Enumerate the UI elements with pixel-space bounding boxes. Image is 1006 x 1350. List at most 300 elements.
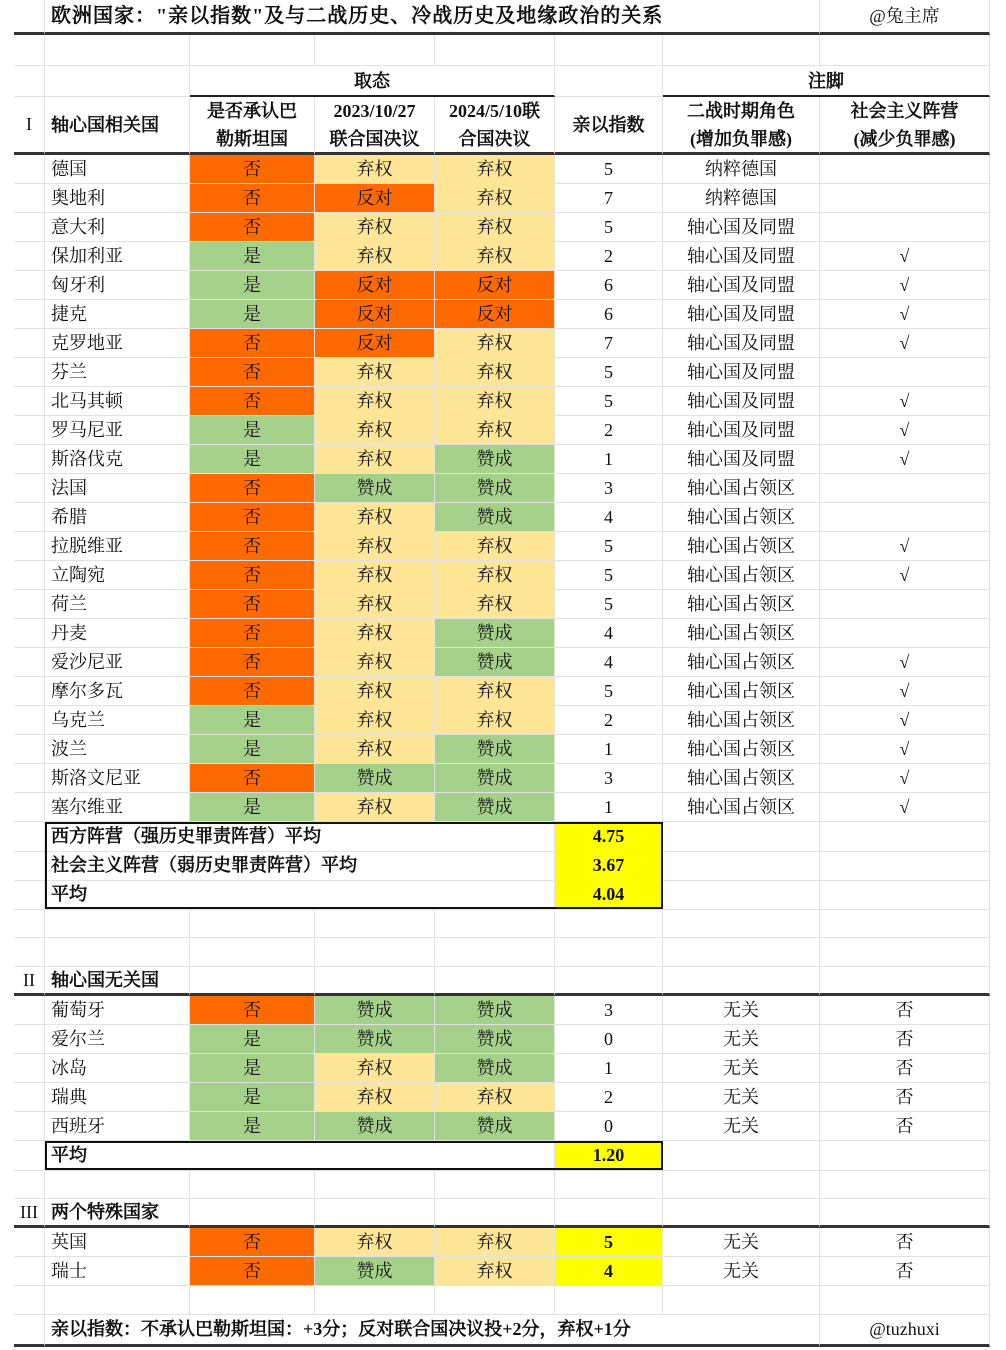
cell[interactable]	[555, 66, 663, 97]
index-cell[interactable]	[555, 445, 663, 474]
country-name[interactable]	[45, 793, 190, 822]
recognize-cell[interactable]	[190, 445, 315, 474]
index-cell[interactable]	[555, 503, 663, 532]
cell[interactable]	[14, 0, 45, 35]
index-cell[interactable]	[555, 387, 663, 416]
footnote[interactable]	[45, 1315, 820, 1347]
cell[interactable]	[435, 967, 555, 996]
country-name[interactable]	[45, 242, 190, 271]
cell[interactable]	[45, 909, 190, 938]
vote1-cell[interactable]	[315, 445, 435, 474]
socialist-cell[interactable]	[820, 619, 990, 648]
cell[interactable]	[190, 1199, 315, 1228]
recognize-cell[interactable]	[190, 1257, 315, 1286]
vote2-cell[interactable]	[435, 735, 555, 764]
vote1-cell[interactable]	[315, 300, 435, 329]
role-cell[interactable]	[663, 242, 820, 271]
index-cell[interactable]	[555, 590, 663, 619]
cell[interactable]	[14, 503, 45, 532]
vote1-cell[interactable]	[315, 1257, 435, 1286]
role-cell[interactable]	[663, 387, 820, 416]
vote2-cell[interactable]	[435, 706, 555, 735]
cell[interactable]	[820, 938, 990, 967]
socialist-cell[interactable]	[820, 764, 990, 793]
cell[interactable]	[14, 155, 45, 184]
country-name[interactable]	[45, 387, 190, 416]
role-cell[interactable]	[663, 503, 820, 532]
recognize-cell[interactable]	[190, 387, 315, 416]
cell[interactable]	[14, 851, 45, 881]
cell[interactable]	[820, 822, 990, 852]
vote1-cell[interactable]	[315, 1228, 435, 1257]
socialist-cell[interactable]	[820, 1257, 990, 1286]
cell[interactable]	[14, 445, 45, 474]
vote1-cell[interactable]	[315, 590, 435, 619]
recognize-cell[interactable]	[190, 1054, 315, 1083]
vote2-cell[interactable]	[435, 1054, 555, 1083]
cell[interactable]	[663, 1286, 820, 1315]
cell[interactable]	[14, 1083, 45, 1112]
cell[interactable]	[820, 909, 990, 938]
col-header-socialist[interactable]	[820, 97, 990, 155]
vote2-cell[interactable]	[435, 184, 555, 213]
vote1-cell[interactable]	[315, 271, 435, 300]
recognize-cell[interactable]	[190, 764, 315, 793]
summary-value[interactable]	[555, 1141, 663, 1171]
cell[interactable]	[14, 1112, 45, 1141]
section-number[interactable]	[14, 97, 45, 155]
role-cell[interactable]	[663, 416, 820, 445]
section-number[interactable]	[14, 967, 45, 996]
cell[interactable]	[14, 938, 45, 967]
cell[interactable]	[14, 66, 45, 97]
cell[interactable]	[663, 822, 820, 852]
summary-label[interactable]	[45, 822, 555, 852]
recognize-cell[interactable]	[190, 1083, 315, 1112]
recognize-cell[interactable]	[190, 706, 315, 735]
country-name[interactable]	[45, 706, 190, 735]
summary-value[interactable]	[555, 880, 663, 910]
cell[interactable]	[14, 1170, 45, 1199]
cell[interactable]	[14, 213, 45, 242]
cell[interactable]	[14, 590, 45, 619]
cell[interactable]	[663, 851, 820, 881]
cell[interactable]	[315, 1170, 435, 1199]
index-cell[interactable]	[555, 764, 663, 793]
summary-label[interactable]	[45, 851, 555, 881]
cell[interactable]	[14, 532, 45, 561]
index-cell[interactable]	[555, 242, 663, 271]
cell[interactable]	[435, 909, 555, 938]
summary-label[interactable]	[45, 880, 555, 910]
vote2-cell[interactable]	[435, 474, 555, 503]
vote2-cell[interactable]	[435, 1228, 555, 1257]
footnote-handle[interactable]	[820, 1315, 990, 1347]
vote2-cell[interactable]	[435, 619, 555, 648]
role-cell[interactable]	[663, 735, 820, 764]
socialist-cell[interactable]	[820, 271, 990, 300]
author[interactable]	[820, 0, 990, 35]
socialist-cell[interactable]	[820, 1083, 990, 1112]
cell[interactable]	[14, 909, 45, 938]
country-name[interactable]	[45, 648, 190, 677]
role-cell[interactable]	[663, 474, 820, 503]
cell[interactable]	[663, 909, 820, 938]
vote1-cell[interactable]	[315, 532, 435, 561]
vote1-cell[interactable]	[315, 677, 435, 706]
summary-label[interactable]	[45, 1141, 555, 1171]
vote1-cell[interactable]	[315, 735, 435, 764]
cell[interactable]	[14, 561, 45, 590]
cell[interactable]	[14, 677, 45, 706]
role-cell[interactable]	[663, 1257, 820, 1286]
vote1-cell[interactable]	[315, 329, 435, 358]
recognize-cell[interactable]	[190, 503, 315, 532]
cell[interactable]	[435, 1199, 555, 1228]
socialist-cell[interactable]	[820, 532, 990, 561]
col-header-index[interactable]	[555, 97, 663, 155]
cell[interactable]	[45, 1286, 190, 1315]
recognize-cell[interactable]	[190, 416, 315, 445]
vote2-cell[interactable]	[435, 387, 555, 416]
cell[interactable]	[14, 271, 45, 300]
recognize-cell[interactable]	[190, 735, 315, 764]
country-name[interactable]	[45, 300, 190, 329]
cell[interactable]	[45, 66, 190, 97]
cell[interactable]	[190, 1286, 315, 1315]
role-cell[interactable]	[663, 996, 820, 1025]
role-cell[interactable]	[663, 561, 820, 590]
country-name[interactable]	[45, 735, 190, 764]
cell[interactable]	[663, 1199, 820, 1228]
socialist-cell[interactable]	[820, 329, 990, 358]
cell[interactable]	[14, 880, 45, 910]
cell[interactable]	[315, 909, 435, 938]
cell[interactable]	[14, 996, 45, 1025]
country-name[interactable]	[45, 474, 190, 503]
index-cell[interactable]	[555, 996, 663, 1025]
index-cell[interactable]	[555, 1112, 663, 1141]
socialist-cell[interactable]	[820, 503, 990, 532]
country-name[interactable]	[45, 996, 190, 1025]
recognize-cell[interactable]	[190, 329, 315, 358]
socialist-cell[interactable]	[820, 445, 990, 474]
vote2-cell[interactable]	[435, 416, 555, 445]
vote1-cell[interactable]	[315, 184, 435, 213]
cell[interactable]	[14, 648, 45, 677]
country-name[interactable]	[45, 329, 190, 358]
cell[interactable]	[14, 793, 45, 822]
socialist-cell[interactable]	[820, 996, 990, 1025]
socialist-cell[interactable]	[820, 300, 990, 329]
index-cell[interactable]	[555, 532, 663, 561]
cell[interactable]	[190, 938, 315, 967]
country-name[interactable]	[45, 1083, 190, 1112]
vote2-cell[interactable]	[435, 271, 555, 300]
cell[interactable]	[820, 851, 990, 881]
role-cell[interactable]	[663, 793, 820, 822]
cell[interactable]	[45, 1170, 190, 1199]
recognize-cell[interactable]	[190, 300, 315, 329]
sheet-title[interactable]	[45, 0, 820, 35]
vote2-cell[interactable]	[435, 213, 555, 242]
cell[interactable]	[14, 706, 45, 735]
index-cell[interactable]	[555, 793, 663, 822]
recognize-cell[interactable]	[190, 358, 315, 387]
col-header-vote2[interactable]	[435, 97, 555, 155]
cell[interactable]	[555, 938, 663, 967]
country-name[interactable]	[45, 1054, 190, 1083]
role-cell[interactable]	[663, 300, 820, 329]
index-cell[interactable]	[555, 1228, 663, 1257]
vote2-cell[interactable]	[435, 590, 555, 619]
cell[interactable]	[190, 1170, 315, 1199]
cell[interactable]	[14, 35, 45, 66]
vote2-cell[interactable]	[435, 1025, 555, 1054]
socialist-cell[interactable]	[820, 677, 990, 706]
cell[interactable]	[14, 735, 45, 764]
recognize-cell[interactable]	[190, 1025, 315, 1054]
vote2-cell[interactable]	[435, 445, 555, 474]
cell[interactable]	[190, 909, 315, 938]
vote2-cell[interactable]	[435, 155, 555, 184]
section-title[interactable]	[45, 1199, 190, 1228]
cell[interactable]	[45, 35, 190, 66]
cell[interactable]	[14, 300, 45, 329]
country-name[interactable]	[45, 503, 190, 532]
index-cell[interactable]	[555, 561, 663, 590]
role-cell[interactable]	[663, 184, 820, 213]
index-cell[interactable]	[555, 619, 663, 648]
socialist-cell[interactable]	[820, 213, 990, 242]
cell[interactable]	[14, 329, 45, 358]
socialist-cell[interactable]	[820, 387, 990, 416]
vote2-cell[interactable]	[435, 1083, 555, 1112]
vote1-cell[interactable]	[315, 619, 435, 648]
cell[interactable]	[14, 1054, 45, 1083]
summary-value[interactable]	[555, 822, 663, 852]
cell[interactable]	[190, 967, 315, 996]
socialist-cell[interactable]	[820, 242, 990, 271]
index-cell[interactable]	[555, 416, 663, 445]
cell[interactable]	[820, 880, 990, 910]
section-title[interactable]	[45, 967, 190, 996]
country-name[interactable]	[45, 155, 190, 184]
role-cell[interactable]	[663, 445, 820, 474]
vote1-cell[interactable]	[315, 1025, 435, 1054]
cell[interactable]	[820, 1141, 990, 1171]
role-cell[interactable]	[663, 1228, 820, 1257]
vote2-cell[interactable]	[435, 242, 555, 271]
vote1-cell[interactable]	[315, 793, 435, 822]
socialist-cell[interactable]	[820, 706, 990, 735]
country-name[interactable]	[45, 416, 190, 445]
index-cell[interactable]	[555, 706, 663, 735]
socialist-cell[interactable]	[820, 358, 990, 387]
country-name[interactable]	[45, 184, 190, 213]
section-number[interactable]	[14, 1199, 45, 1228]
role-cell[interactable]	[663, 706, 820, 735]
vote1-cell[interactable]	[315, 503, 435, 532]
index-cell[interactable]	[555, 1083, 663, 1112]
cell[interactable]	[14, 619, 45, 648]
vote1-cell[interactable]	[315, 1112, 435, 1141]
socialist-cell[interactable]	[820, 793, 990, 822]
socialist-cell[interactable]	[820, 474, 990, 503]
cell[interactable]	[555, 35, 663, 66]
country-name[interactable]	[45, 677, 190, 706]
vote2-cell[interactable]	[435, 329, 555, 358]
index-cell[interactable]	[555, 648, 663, 677]
index-cell[interactable]	[555, 184, 663, 213]
country-name[interactable]	[45, 764, 190, 793]
vote1-cell[interactable]	[315, 358, 435, 387]
role-cell[interactable]	[663, 1083, 820, 1112]
cell[interactable]	[663, 938, 820, 967]
vote2-cell[interactable]	[435, 300, 555, 329]
index-cell[interactable]	[555, 213, 663, 242]
country-name[interactable]	[45, 590, 190, 619]
cell[interactable]	[315, 1199, 435, 1228]
recognize-cell[interactable]	[190, 793, 315, 822]
country-name[interactable]	[45, 358, 190, 387]
socialist-cell[interactable]	[820, 735, 990, 764]
vote1-cell[interactable]	[315, 155, 435, 184]
cell[interactable]	[14, 1025, 45, 1054]
cell[interactable]	[435, 1286, 555, 1315]
socialist-cell[interactable]	[820, 1054, 990, 1083]
cell[interactable]	[555, 909, 663, 938]
country-name[interactable]	[45, 1257, 190, 1286]
recognize-cell[interactable]	[190, 184, 315, 213]
role-cell[interactable]	[663, 213, 820, 242]
index-cell[interactable]	[555, 474, 663, 503]
vote2-cell[interactable]	[435, 677, 555, 706]
vote1-cell[interactable]	[315, 213, 435, 242]
cell[interactable]	[14, 387, 45, 416]
cell[interactable]	[14, 474, 45, 503]
cell[interactable]	[14, 764, 45, 793]
country-name[interactable]	[45, 619, 190, 648]
role-cell[interactable]	[663, 764, 820, 793]
country-name[interactable]	[45, 1025, 190, 1054]
country-name[interactable]	[45, 271, 190, 300]
cell[interactable]	[663, 967, 820, 996]
recognize-cell[interactable]	[190, 474, 315, 503]
role-cell[interactable]	[663, 358, 820, 387]
cell[interactable]	[820, 1170, 990, 1199]
recognize-cell[interactable]	[190, 677, 315, 706]
index-cell[interactable]	[555, 1054, 663, 1083]
cell[interactable]	[435, 1170, 555, 1199]
socialist-cell[interactable]	[820, 561, 990, 590]
recognize-cell[interactable]	[190, 155, 315, 184]
vote1-cell[interactable]	[315, 242, 435, 271]
section-title[interactable]	[45, 97, 190, 155]
role-cell[interactable]	[663, 1054, 820, 1083]
summary-value[interactable]	[555, 851, 663, 881]
index-cell[interactable]	[555, 735, 663, 764]
index-cell[interactable]	[555, 329, 663, 358]
socialist-cell[interactable]	[820, 648, 990, 677]
cell[interactable]	[555, 1170, 663, 1199]
recognize-cell[interactable]	[190, 619, 315, 648]
index-cell[interactable]	[555, 677, 663, 706]
cell[interactable]	[14, 1257, 45, 1286]
cell[interactable]	[820, 1286, 990, 1315]
country-name[interactable]	[45, 532, 190, 561]
cell[interactable]	[663, 1170, 820, 1199]
cell[interactable]	[435, 35, 555, 66]
vote1-cell[interactable]	[315, 474, 435, 503]
recognize-cell[interactable]	[190, 1112, 315, 1141]
index-cell[interactable]	[555, 1257, 663, 1286]
cell[interactable]	[14, 416, 45, 445]
vote1-cell[interactable]	[315, 706, 435, 735]
cell[interactable]	[14, 184, 45, 213]
cell[interactable]	[14, 822, 45, 852]
vote2-cell[interactable]	[435, 561, 555, 590]
cell[interactable]	[663, 35, 820, 66]
cell[interactable]	[663, 1141, 820, 1171]
socialist-cell[interactable]	[820, 1025, 990, 1054]
vote1-cell[interactable]	[315, 996, 435, 1025]
cell[interactable]	[820, 967, 990, 996]
country-name[interactable]	[45, 1112, 190, 1141]
cell[interactable]	[14, 1228, 45, 1257]
vote1-cell[interactable]	[315, 648, 435, 677]
vote2-cell[interactable]	[435, 996, 555, 1025]
recognize-cell[interactable]	[190, 996, 315, 1025]
cell[interactable]	[663, 880, 820, 910]
socialist-cell[interactable]	[820, 416, 990, 445]
col-header-vote1[interactable]	[315, 97, 435, 155]
country-name[interactable]	[45, 561, 190, 590]
index-cell[interactable]	[555, 300, 663, 329]
cell[interactable]	[820, 35, 990, 66]
recognize-cell[interactable]	[190, 242, 315, 271]
socialist-cell[interactable]	[820, 155, 990, 184]
role-cell[interactable]	[663, 155, 820, 184]
vote1-cell[interactable]	[315, 561, 435, 590]
recognize-cell[interactable]	[190, 271, 315, 300]
socialist-cell[interactable]	[820, 184, 990, 213]
cell[interactable]	[14, 242, 45, 271]
vote2-cell[interactable]	[435, 793, 555, 822]
cell[interactable]	[315, 967, 435, 996]
vote1-cell[interactable]	[315, 764, 435, 793]
cell[interactable]	[45, 938, 190, 967]
cell[interactable]	[14, 1286, 45, 1315]
socialist-cell[interactable]	[820, 1112, 990, 1141]
recognize-cell[interactable]	[190, 561, 315, 590]
socialist-cell[interactable]	[820, 590, 990, 619]
role-cell[interactable]	[663, 532, 820, 561]
cell[interactable]	[315, 1286, 435, 1315]
cell[interactable]	[190, 35, 315, 66]
socialist-cell[interactable]	[820, 1228, 990, 1257]
vote1-cell[interactable]	[315, 416, 435, 445]
country-name[interactable]	[45, 1228, 190, 1257]
cell[interactable]	[555, 967, 663, 996]
country-name[interactable]	[45, 213, 190, 242]
vote2-cell[interactable]	[435, 1257, 555, 1286]
cell[interactable]	[555, 1286, 663, 1315]
vote2-cell[interactable]	[435, 532, 555, 561]
cell[interactable]	[14, 358, 45, 387]
index-cell[interactable]	[555, 271, 663, 300]
cell[interactable]	[820, 1199, 990, 1228]
